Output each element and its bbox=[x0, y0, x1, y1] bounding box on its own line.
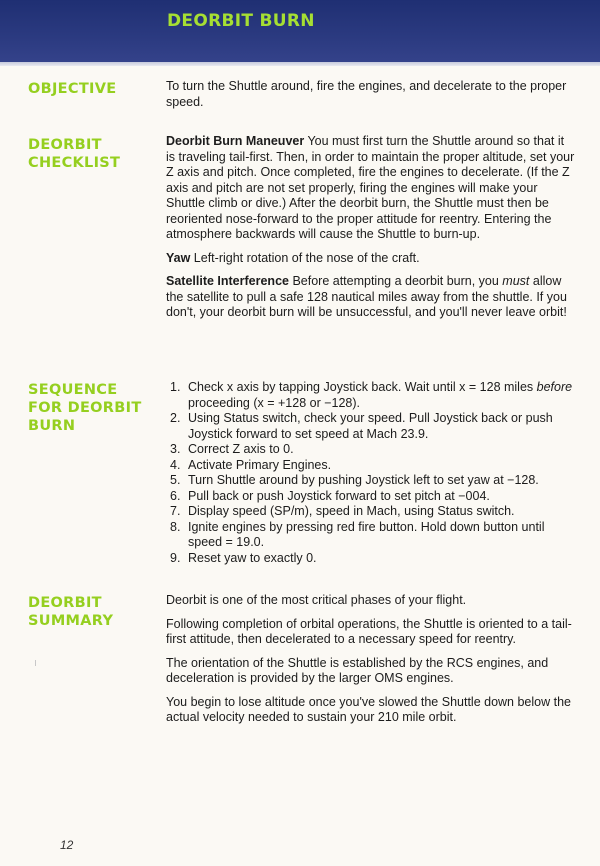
step-number: 4. bbox=[170, 457, 181, 472]
satellite-paragraph bbox=[166, 274, 576, 321]
step-1-text-b: proceeding (x = +128 or −128). bbox=[188, 395, 360, 410]
summary-paragraph: The orientation of the Shuttle is established by the RCS engines, and deceleration is provided by the larger OMS engines. bbox=[166, 655, 549, 685]
satellite-text-1: Before attempting a deorbit burn, you bbox=[288, 274, 503, 288]
step-text: Activate Primary Engines. bbox=[188, 457, 332, 472]
yaw-label: Yaw bbox=[166, 250, 191, 265]
step-number: 7. bbox=[170, 504, 181, 518]
step-text: Pull back or push Joystick forward to set pitch at −004. bbox=[188, 488, 490, 503]
step-number: 8. bbox=[170, 519, 181, 534]
step-item bbox=[166, 442, 576, 458]
step-text: Using Status switch, check your speed. Pull Joystick back or push Joystick forward to set speed at Mach 23.9. bbox=[188, 411, 553, 441]
summary-heading-line-2: SUMMARY bbox=[28, 613, 114, 629]
step-item bbox=[166, 380, 576, 411]
summary-section bbox=[166, 593, 576, 734]
sequence-heading-line-2: FOR DEORBIT bbox=[28, 400, 142, 416]
step-item bbox=[166, 473, 576, 489]
yaw-paragraph bbox=[166, 251, 576, 267]
step-1-text-a: Check x axis by tapping Joystick back. Wait until x = 128 miles bbox=[188, 380, 537, 394]
step-text: Correct Z axis to 0. bbox=[188, 442, 294, 456]
summary-heading-line-1: DEORBIT bbox=[28, 595, 102, 611]
step-number: 9. bbox=[170, 550, 181, 565]
step-item bbox=[166, 489, 576, 505]
step-number: 3. bbox=[170, 442, 181, 456]
sequence-heading-line-1: SEQUENCE bbox=[28, 382, 118, 398]
satellite-label: Satellite Interference bbox=[166, 274, 289, 288]
step-item bbox=[166, 551, 576, 567]
banner-rule bbox=[0, 62, 600, 66]
step-number: 6. bbox=[170, 488, 181, 503]
satellite-text-2: allow the satellite to pull a safe 128 nautical miles away from the shuttle. If you don't, your deorbit burn will be unsuccessful, and you'll never leave orbit! bbox=[166, 274, 567, 319]
step-text: Display speed (SP/m), speed in Mach, using Status switch. bbox=[188, 504, 515, 518]
step-text: Ignite engines by pressing red fire button. Hold down button until speed = 19.0. bbox=[188, 519, 545, 549]
step-text: Turn Shuttle around by pushing Joystick left to set yaw at −128. bbox=[188, 473, 539, 487]
summary-paragraph: Deorbit is one of the most critical phases of your flight. bbox=[166, 593, 467, 607]
satellite-emphasis: must bbox=[502, 274, 530, 288]
checklist-heading-line-2: CHECKLIST bbox=[28, 155, 121, 171]
maneuver-text: You must first turn the Shuttle around so that it is traveling tail-first. Then, in order to maintain the proper altitude, set your Z axis and pitch. Once completed, fire the engines to decelerate. (If the Z axis and pitch are not set properly, firing the engines will make your Shuttle climb or dive.) After the deorbit burn, the Shuttle must then be reoriented nose-forward to the proper attitude for reentry. Entering the atmosphere backwards will cause the Shuttle to burn-up. bbox=[166, 134, 575, 241]
page-number: 12 bbox=[60, 838, 74, 852]
title-banner bbox=[0, 0, 600, 62]
page-title: DEORBIT BURN bbox=[167, 11, 315, 31]
sequence-heading bbox=[28, 381, 158, 435]
sequence-steps bbox=[166, 380, 576, 566]
step-number: 2. bbox=[170, 411, 181, 425]
sequence-section bbox=[166, 380, 576, 566]
step-text: Reset yaw to exactly 0. bbox=[188, 550, 317, 565]
step-number: 5. bbox=[170, 473, 181, 487]
summary-paragraph: Following completion of orbital operations, the Shuttle is oriented to a tail-first attitude, then decelerated to a necessary speed for reentry. bbox=[166, 616, 572, 646]
step-item bbox=[166, 458, 576, 474]
step-item bbox=[166, 411, 576, 442]
print-speck bbox=[35, 660, 36, 666]
maneuver-label: Deorbit Burn Maneuver bbox=[166, 134, 305, 148]
checklist-section bbox=[166, 134, 576, 329]
sequence-heading-line-3: BURN bbox=[28, 418, 76, 434]
step-number: 1. bbox=[170, 380, 181, 394]
summary-paragraph: You begin to lose altitude once you've slowed the Shuttle down below the actual velocity needed to sustain your 210 mile orbit. bbox=[166, 694, 571, 724]
objective-heading: OBJECTIVE bbox=[28, 81, 117, 97]
summary-heading bbox=[28, 594, 158, 630]
checklist-heading-line-1: DEORBIT bbox=[28, 137, 102, 153]
step-item bbox=[166, 504, 576, 520]
step-1-emphasis: before bbox=[536, 380, 573, 394]
maneuver-paragraph bbox=[166, 134, 576, 243]
objective-section bbox=[166, 79, 576, 118]
step-item bbox=[166, 520, 576, 551]
objective-text: To turn the Shuttle around, fire the engines, and decelerate to the proper speed. bbox=[166, 79, 567, 109]
yaw-text: Left-right rotation of the nose of the craft. bbox=[190, 250, 420, 265]
checklist-heading bbox=[28, 136, 158, 172]
